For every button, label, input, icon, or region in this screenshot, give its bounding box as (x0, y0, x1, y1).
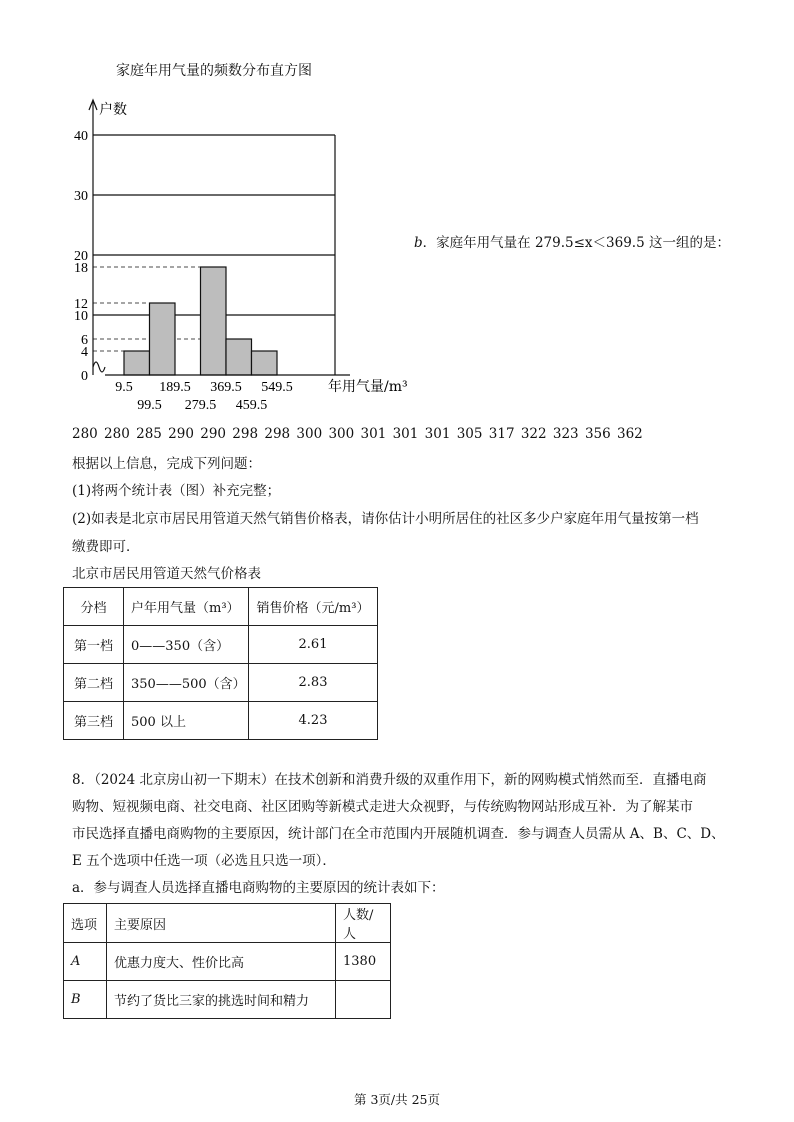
price-table-caption: 北京市居民用管道天然气价格表 (72, 566, 261, 582)
question-1: (1)将两个统计表（图）补充完整； (72, 483, 281, 499)
intro-text: 根据以上信息，完成下列问题： (72, 456, 261, 472)
table-cell: B (64, 981, 107, 1019)
table-cell: 节约了货比三家的挑选时间和精力 (107, 981, 336, 1019)
part-b-body: ．家庭年用气量在 279.5≤x＜369.5 这一组的是： (422, 235, 730, 251)
y-tick-label: 10 (74, 309, 88, 324)
table-cell: 1380 (336, 943, 391, 981)
histogram-bar (124, 351, 150, 375)
x-tick-label: 189.5 (159, 380, 191, 395)
table-cell: 优惠力度大、性价比高 (107, 943, 336, 981)
x-axis-label: 年用气量/m³ (328, 379, 408, 395)
page-footer: 第 3页/共 25页 (353, 1092, 441, 1107)
y-tick-label: 0 (81, 369, 88, 384)
question-8-line2: 购物、短视频电商、社交电商、社区团购等新模式走进大众视野，与传统购物网站形成互补．为了解某市 (72, 799, 693, 815)
price-table (63, 587, 378, 740)
axis-break-icon (93, 362, 105, 372)
histogram-title: 家庭年用气量的频数分布直方图 (116, 63, 312, 79)
table-row (64, 981, 391, 1019)
frequency-histogram (60, 90, 440, 420)
table-cell: 0——350（含） (124, 626, 249, 664)
histogram-bar (226, 339, 252, 375)
table-cell: 2.61 (249, 626, 378, 664)
histogram-bar (252, 351, 278, 375)
y-tick-label: 20 (74, 249, 88, 264)
table-cell: 500 以上 (124, 702, 249, 740)
question-2-line2: 缴费即可． (72, 539, 140, 555)
x-tick-label: 549.5 (261, 380, 293, 395)
table-cell: 第一档 (64, 626, 124, 664)
part-b-label: b (414, 235, 423, 251)
histogram-bar (201, 267, 227, 375)
question-8-line1: 8．（2024 北京房山初一下期末）在技术创新和消费升级的双重作用下，新的网购模式悄然而至．直播电商 (72, 772, 707, 788)
x-tick-label: 9.5 (115, 380, 133, 395)
table-header-cell: 户年用气量（m³） (124, 588, 249, 626)
x-tick-label: 279.5 (184, 398, 217, 413)
x-tick-label: 369.5 (210, 380, 242, 395)
table-cell: A (64, 943, 107, 981)
y-tick-label: 18 (74, 261, 88, 276)
y-tick-label: 12 (74, 297, 88, 312)
question-8-sub-a: a．参与调查人员选择直播电商购物的主要原因的统计表如下： (72, 880, 445, 896)
y-axis-label: 户数 (99, 102, 127, 118)
table-cell: 第三档 (64, 702, 124, 740)
histogram-bar (150, 303, 176, 375)
table-cell: 350——500（含） (124, 664, 249, 702)
x-tick-label: 99.5 (137, 398, 162, 413)
table-cell: 2.83 (249, 664, 378, 702)
table-row (64, 702, 378, 740)
table-row (64, 904, 391, 943)
table-row (64, 588, 378, 626)
x-tick-label: 459.5 (235, 398, 268, 413)
y-tick-label: 4 (81, 345, 88, 360)
data-row: 280 280 285 290 290 298 298 300 300 301 301 301 305 317 322 323 356 362 (72, 426, 643, 442)
table-header-cell: 主要原因 (107, 904, 336, 943)
table-header-cell: 分档 (64, 588, 124, 626)
y-tick-label: 6 (81, 333, 88, 348)
table-row (64, 626, 378, 664)
table-cell (336, 981, 391, 1019)
question-8-line3: 市民选择直播电商购物的主要原因，统计部门在全市范围内开展随机调查．参与调查人员需从 A、B、C、D、 (72, 826, 725, 842)
y-tick-label: 30 (74, 189, 88, 204)
table-cell: 第二档 (64, 664, 124, 702)
table-header-cell: 销售价格（元/m³） (249, 588, 378, 626)
table-header-cell: 选项 (64, 904, 107, 943)
question-8-line4: E 五个选项中任选一项（必选且只选一项）． (72, 853, 336, 869)
table-row (64, 943, 391, 981)
part-b-text (414, 231, 730, 251)
reason-table (63, 903, 391, 1019)
table-header-cell: 人数/人 (336, 904, 391, 943)
table-cell: 4.23 (249, 702, 378, 740)
table-row (64, 664, 378, 702)
y-tick-label: 40 (74, 129, 88, 144)
question-2-line1: (2)如表是北京市居民用管道天然气销售价格表，请你估计小明所居住的社区多少户家庭年用气量按第一档 (72, 511, 699, 527)
